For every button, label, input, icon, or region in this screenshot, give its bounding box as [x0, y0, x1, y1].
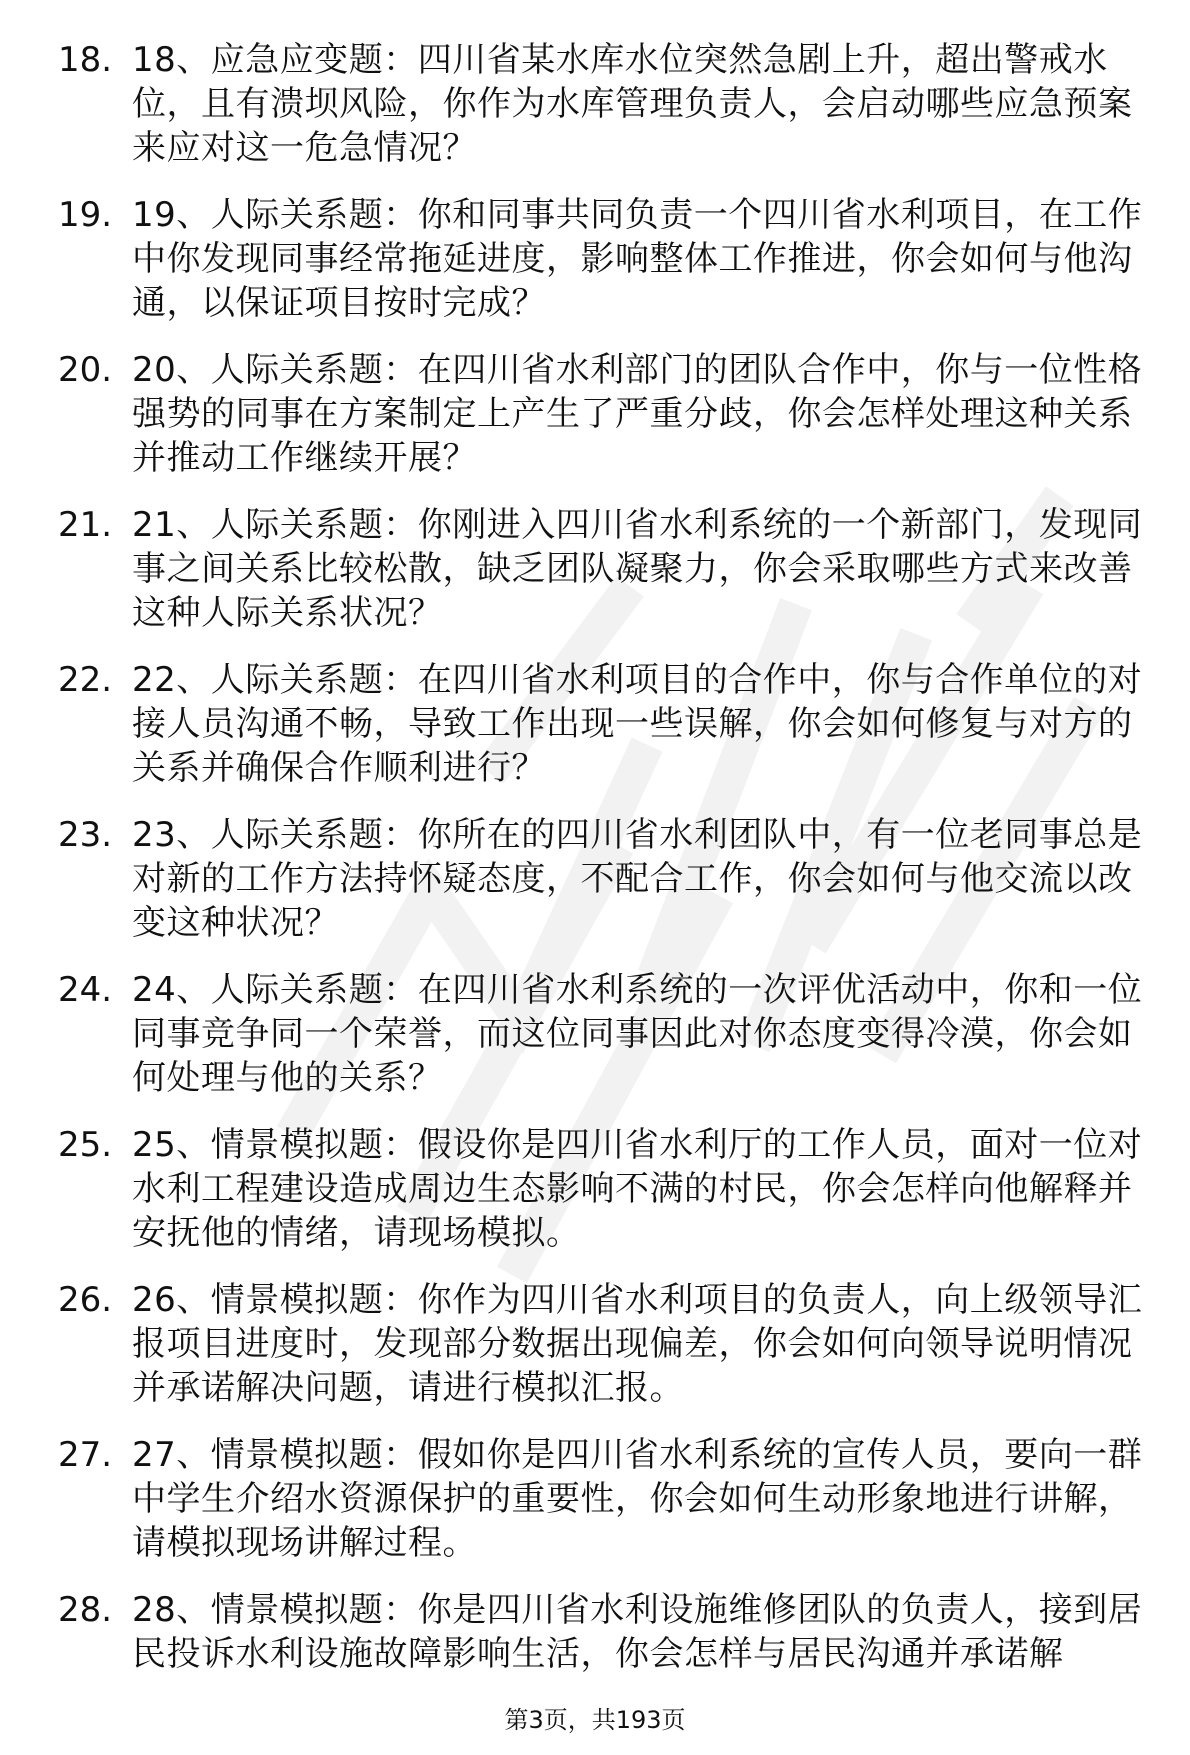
question-text: 20、人际关系题：在四川省水利部门的团队合作中，你与一位性格强势的同事在方案制定上产生了严重分歧，你会怎样处理这种关系并推动工作继续开展？	[132, 350, 1143, 478]
question-number: 19.	[58, 195, 113, 235]
list-item	[58, 38, 1153, 170]
list-item	[58, 1123, 1153, 1255]
question-number: 21.	[58, 505, 113, 545]
question-text: 27、情景模拟题：假如你是四川省水利系统的宣传人员，要向一群中学生介绍水资源保护的重要性，你会如何生动形象地进行讲解，请模拟现场讲解过程。	[132, 1435, 1143, 1563]
list-item	[58, 503, 1153, 635]
question-number: 28.	[58, 1590, 113, 1630]
question-number: 25.	[58, 1125, 113, 1165]
question-text: 24、人际关系题：在四川省水利系统的一次评优活动中，你和一位同事竞争同一个荣誉，而这位同事因此对你态度变得冷漠，你会如何处理与他的关系？	[132, 970, 1143, 1098]
question-number: 18.	[58, 40, 113, 80]
list-item	[58, 193, 1153, 325]
question-text: 28、情景模拟题：你是四川省水利设施维修团队的负责人，接到居民投诉水利设施故障影响生活，你会怎样与居民沟通并承诺解	[132, 1590, 1143, 1674]
list-item	[58, 1433, 1153, 1565]
list-item	[58, 968, 1153, 1100]
list-item	[58, 1588, 1153, 1676]
question-text: 23、人际关系题：你所在的四川省水利团队中，有一位老同事总是对新的工作方法持怀疑态度，不配合工作，你会如何与他交流以改变这种状况？	[132, 815, 1143, 943]
list-item	[58, 658, 1153, 790]
question-number: 24.	[58, 970, 113, 1010]
page-footer: 第3页，共193页	[504, 1706, 686, 1734]
question-number: 20.	[58, 350, 113, 390]
question-number: 26.	[58, 1280, 113, 1320]
question-number: 22.	[58, 660, 113, 700]
question-number: 27.	[58, 1435, 113, 1475]
question-text: 22、人际关系题：在四川省水利项目的合作中，你与合作单位的对接人员沟通不畅，导致工作出现一些误解，你会如何修复与对方的关系并确保合作顺利进行？	[132, 660, 1143, 788]
list-item	[58, 813, 1153, 945]
question-text: 18、应急应变题：四川省某水库水位突然急剧上升，超出警戒水位，且有溃坝风险，你作为水库管理负责人，会启动哪些应急预案来应对这一危急情况？	[132, 40, 1133, 168]
question-text: 25、情景模拟题：假设你是四川省水利厅的工作人员，面对一位对水利工程建设造成周边生态影响不满的村民，你会怎样向他解释并安抚他的情绪，请现场模拟。	[132, 1125, 1143, 1253]
list-item	[58, 348, 1153, 480]
question-text: 26、情景模拟题：你作为四川省水利项目的负责人，向上级领导汇报项目进度时，发现部分数据出现偏差，你会如何向领导说明情况并承诺解决问题，请进行模拟汇报。	[132, 1280, 1143, 1408]
question-list	[58, 38, 1153, 1699]
question-text: 19、人际关系题：你和同事共同负责一个四川省水利项目，在工作中你发现同事经常拖延进度，影响整体工作推进，你会如何与他沟通，以保证项目按时完成？	[132, 195, 1143, 323]
question-number: 23.	[58, 815, 113, 855]
question-text: 21、人际关系题：你刚进入四川省水利系统的一个新部门，发现同事之间关系比较松散，缺乏团队凝聚力，你会采取哪些方式来改善这种人际关系状况？	[132, 505, 1143, 633]
list-item	[58, 1278, 1153, 1410]
